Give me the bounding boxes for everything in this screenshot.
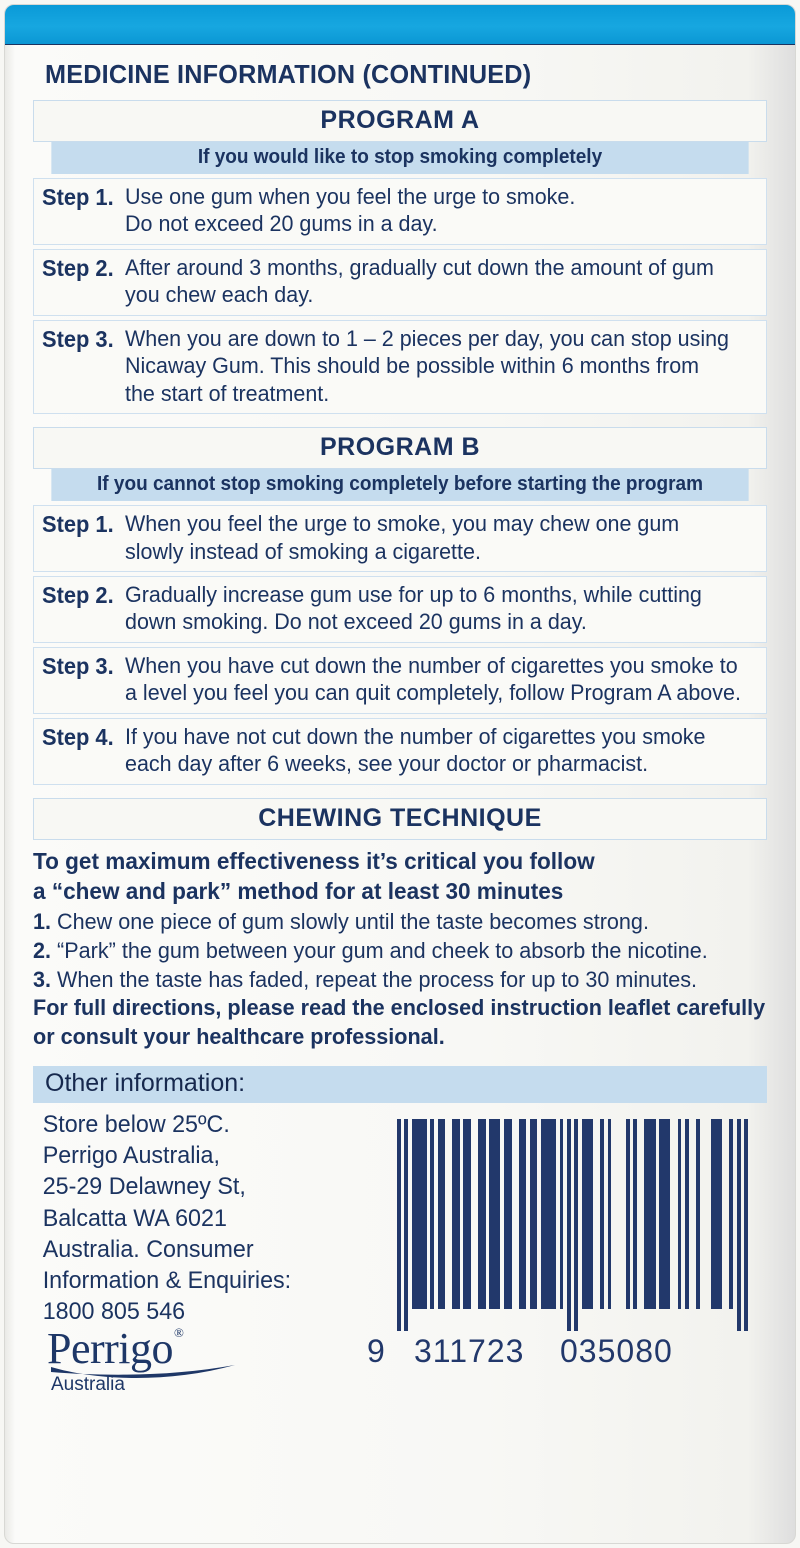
program-b-steps (33, 505, 767, 785)
barcode-bar (445, 1119, 452, 1309)
barcode-left-group: 311723 (414, 1333, 525, 1369)
step-text (125, 652, 741, 707)
step-line: each day after 6 weeks, see your doctor or pharmacist. (125, 751, 649, 777)
perrigo-logo-wordmark (47, 1324, 184, 1373)
step-line: Do not exceed 20 gums in a day. (125, 211, 438, 237)
barcode-bar (541, 1119, 556, 1309)
chewing-technique-title: CHEWING TECHNIQUE (33, 798, 767, 840)
chewing-lead-line: a “chew and park” method for at least 30 minutes (33, 878, 564, 905)
step-line: When you are down to 1 – 2 pieces per day, you can stop using (125, 325, 730, 351)
step-label: Step 2. (42, 581, 114, 608)
barcode-bar (519, 1119, 526, 1309)
step-row (33, 178, 767, 245)
package-card (4, 4, 796, 1544)
address-line: Information & Enquiries: (42, 1266, 292, 1294)
barcode-bar (637, 1119, 644, 1309)
barcode-bar (438, 1119, 445, 1309)
chewing-list-item (33, 965, 738, 994)
step-label: Step 2. (42, 254, 114, 281)
step-line: down smoking. Do not exceed 20 gums in a day. (125, 609, 588, 635)
barcode-bar (412, 1119, 427, 1309)
perrigo-logo-subtitle: Australia (51, 1374, 125, 1395)
barcode-bar (478, 1119, 485, 1309)
address-line: Store below 25ºC. (42, 1111, 230, 1138)
barcode-bar (471, 1119, 478, 1309)
barcode-bar (463, 1119, 470, 1309)
chewing-technique-section (33, 798, 767, 1052)
barcode-bar (452, 1119, 459, 1309)
page-title: MEDICINE INFORMATION (CONTINUED) (45, 59, 532, 89)
step-label: Step 3. (42, 325, 114, 352)
chewing-footer-line: or consult your healthcare professional. (33, 1024, 445, 1050)
barcode-bar (711, 1119, 722, 1309)
address-line: Perrigo Australia, (42, 1142, 220, 1170)
address-line: 25-29 Delawney St, (42, 1173, 246, 1201)
section-spacer (33, 418, 767, 427)
barcode-bar (700, 1119, 711, 1309)
barcode-bar (611, 1119, 626, 1309)
step-line: Nicaway Gum. This should be possible within 6 months from (125, 353, 700, 379)
barcode-bar (744, 1119, 748, 1331)
barcode-bar (659, 1119, 670, 1309)
step-line: When you feel the urge to smoke, you may chew one gum (125, 511, 680, 537)
chewing-item-number: 3. (33, 967, 52, 993)
bottom-area (33, 1109, 767, 1409)
manufacturer-address (33, 1109, 392, 1327)
other-information-heading: Other information: (33, 1066, 767, 1103)
chewing-footer-line: For full directions, please read the enclosed instruction leaflet carefully (33, 995, 766, 1021)
chewing-item-text: “Park” the gum between your gum and cheek to absorb the nicotine. (57, 937, 708, 963)
address-line: 1800 805 546 (42, 1298, 186, 1326)
step-line: you chew each day. (125, 282, 314, 308)
program-b-title: PROGRAM B (33, 427, 767, 469)
step-row (33, 505, 767, 572)
program-a-steps (33, 178, 767, 414)
registered-trademark-icon: ® (174, 1325, 184, 1341)
program-a-section (33, 100, 767, 414)
step-line: Use one gum when you feel the urge to smoke. (125, 184, 576, 209)
chewing-lead-line: To get maximum effectiveness it’s critical you follow (33, 847, 595, 874)
section-spacer (33, 789, 767, 798)
program-b-subtitle: If you cannot stop smoking completely before starting the program (51, 469, 748, 501)
step-line: Gradually increase gum use for up to 6 months, while cutting (125, 581, 703, 607)
barcode-bar (689, 1119, 696, 1309)
chewing-list-item (33, 936, 738, 965)
barcode (367, 1119, 759, 1369)
step-row (33, 576, 767, 643)
step-label: Step 1. (42, 184, 114, 210)
barcode-bar (582, 1119, 593, 1309)
address-line: Balcatta WA 6021 (42, 1204, 227, 1232)
step-label: Step 1. (42, 511, 114, 538)
chewing-item-number: 1. (33, 908, 52, 934)
perrigo-logo-word-text: Perrigo (47, 1324, 174, 1373)
barcode-bar (512, 1119, 519, 1309)
step-row (33, 647, 767, 714)
address-line: Australia. Consumer (42, 1235, 254, 1263)
barcode-digits (367, 1333, 759, 1369)
step-row (33, 320, 767, 414)
barcode-bars (397, 1119, 759, 1331)
chewing-technique-body (33, 846, 766, 1052)
chewing-item-text: When the taste has faded, repeat the process for up to 30 minutes. (57, 967, 698, 993)
perrigo-logo (47, 1324, 267, 1396)
program-a-title: PROGRAM A (33, 100, 767, 142)
barcode-bar (504, 1119, 511, 1309)
program-a-subtitle: If you would like to stop smoking completely (51, 142, 748, 174)
step-text (125, 325, 731, 407)
step-line: a level you feel you can quit completely, follow Program A above. (125, 680, 742, 706)
program-b-section (33, 427, 767, 785)
barcode-right-group: 035080 (560, 1333, 673, 1369)
step-line: When you have cut down the number of cigarettes you smoke to (125, 652, 739, 678)
step-text (125, 581, 731, 636)
barcode-bar (593, 1119, 600, 1309)
barcode-bar (489, 1119, 500, 1309)
step-text (125, 510, 731, 565)
step-row (33, 718, 767, 785)
step-line: After around 3 months, gradually cut down the amount of gum (125, 254, 715, 280)
chewing-item-number: 2. (33, 937, 52, 963)
step-text (125, 723, 731, 778)
content-area (5, 45, 795, 1409)
step-line: If you have not cut down the number of cigarettes you smoke (125, 723, 706, 749)
barcode-bar (670, 1119, 677, 1309)
top-accent-bar (5, 5, 795, 45)
chewing-item-text: Chew one piece of gum slowly until the taste becomes strong. (57, 908, 649, 934)
step-label: Step 4. (42, 723, 114, 750)
step-line: the start of treatment. (125, 380, 330, 406)
chewing-list-item (33, 907, 738, 936)
barcode-bar (722, 1119, 729, 1309)
step-text (125, 183, 731, 238)
barcode-lead-digit: 9 (367, 1333, 386, 1369)
barcode-bar (530, 1119, 537, 1309)
step-line: slowly instead of smoking a cigarette. (125, 538, 482, 564)
step-text (125, 254, 731, 309)
step-row (33, 249, 767, 316)
barcode-bar (644, 1119, 655, 1309)
step-label: Step 3. (42, 652, 114, 679)
